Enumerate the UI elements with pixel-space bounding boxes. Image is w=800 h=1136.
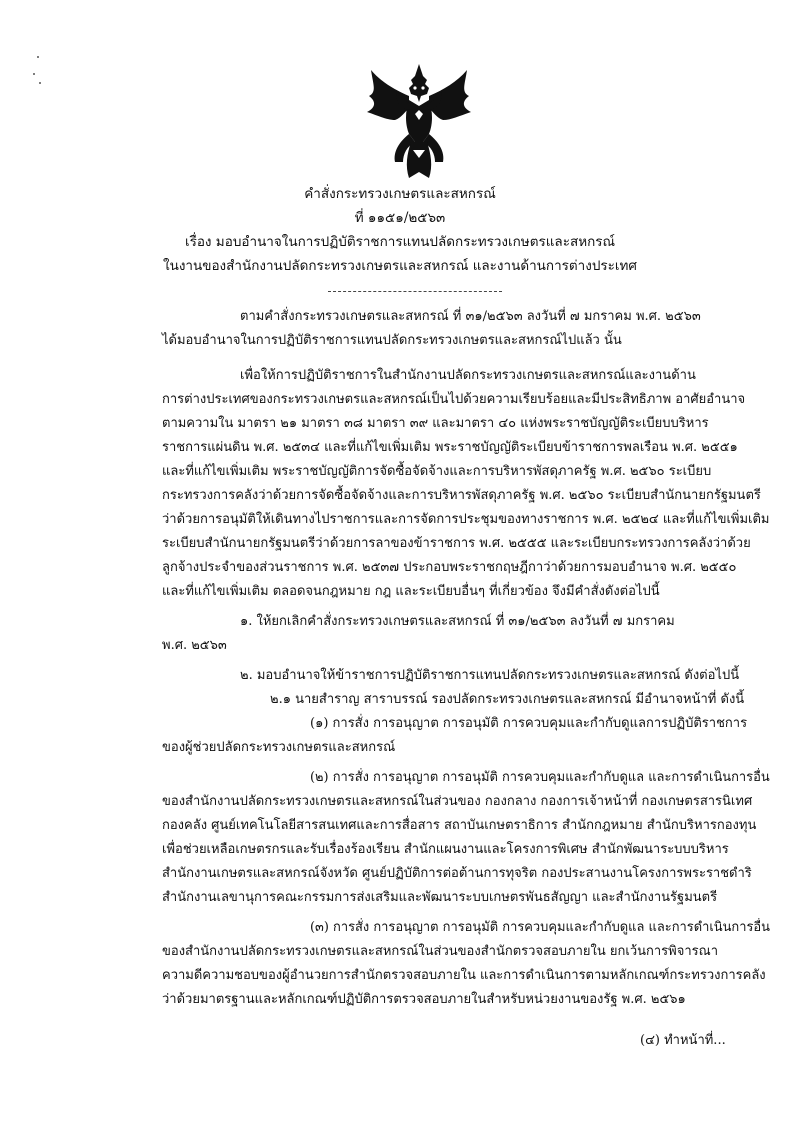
sub-clause: (๓) การสั่ง การอนุญาต การอนุมัติ การควบคุมและกำกับดูแล และการดำเนินการอื่น xyxy=(310,920,771,935)
sub-clause: (๑) การสั่ง การอนุญาต การอนุมัติ การควบคุมและกำกับดูแลการปฏิบัติราชการ xyxy=(310,716,748,731)
paragraph-line: ว่าด้วยการอนุมัติให้เดินทางไปราชการและการจัดการประชุมของทางราชการ พ.ศ. ๒๕๒๔ และที่แก้ไขเพิ่มเติม xyxy=(162,512,770,527)
clause-item: ๒. มอบอำนาจให้ข้าราชการปฏิบัติราชการแทนปลัดกระทรวงเกษตรและสหกรณ์ ดังต่อไปนี้ xyxy=(240,668,740,683)
sub-clause: (๒) การสั่ง การอนุญาต การอนุมัติ การควบคุมและกำกับดูแล และการดำเนินการอื่น xyxy=(310,770,770,785)
order-number: ที่ ๑๑๕๑/๒๕๖๓ xyxy=(354,210,446,226)
garuda-emblem xyxy=(365,62,473,180)
sub-clause: ของผู้ช่วยปลัดกระทรวงเกษตรและสหกรณ์ xyxy=(162,740,396,755)
sub-clause: ความดีความชอบของผู้อำนวยการสำนักตรวจสอบภายใน และการดำเนินการตามหลักเกณฑ์กระทรวงการคลัง xyxy=(162,968,766,983)
page-continuation: (๔) ทำหน้าที่... xyxy=(640,1033,726,1048)
sub-clause: ของสำนักงานปลัดกระทรวงเกษตรและสหกรณ์ในส่วนของสำนักตรวจสอบภายใน ยกเว้นการพิจารณา xyxy=(162,944,718,959)
subject-line: ในงานของสำนักงานปลัดกระทรวงเกษตรและสหกรณ์ และงานด้านการต่างประเทศ xyxy=(163,258,637,274)
paragraph-line: การต่างประเทศของกระทรวงเกษตรและสหกรณ์เป็นไปด้วยความเรียบร้อยและมีประสิทธิภาพ อาศัยอำนาจ xyxy=(162,392,746,407)
paragraph-line: ได้มอบอำนาจในการปฏิบัติราชการแทนปลัดกระทรวงเกษตรและสหกรณ์ไปแล้ว นั้น xyxy=(162,333,622,348)
sub-clause: เพื่อช่วยเหลือเกษตรกรและรับเรื่องร้องเรียน สำนักแผนงานและโครงการพิเศษ สำนักพัฒนาระบบบริหาร xyxy=(162,842,729,857)
scan-speck xyxy=(37,56,39,58)
paragraph-line: และที่แก้ไขเพิ่มเติม พระราชบัญญัติการจัดซื้อจัดจ้างและการบริหารพัสดุภาครัฐ พ.ศ. ๒๕๖๐ ระเบียบ xyxy=(162,464,712,479)
paragraph-line: เพื่อให้การปฏิบัติราชการในสำนักงานปลัดกระทรวงเกษตรและสหกรณ์และงานด้าน xyxy=(240,368,696,383)
sub-clause: สำนักงานเลขานุการคณะกรรมการส่งเสริมและพัฒนาระบบเกษตรพันธสัญญา และสำนักงานรัฐมนตรี xyxy=(162,890,718,905)
paragraph-line: ตามความใน มาตรา ๒๑ มาตรา ๓๘ มาตรา ๓๙ และมาตรา ๔๐ แห่งพระราชบัญญัติระเบียบบริหาร xyxy=(162,416,709,431)
scan-speck xyxy=(39,82,41,84)
scan-speck xyxy=(33,73,35,75)
header-divider xyxy=(328,291,502,292)
paragraph-line: และที่แก้ไขเพิ่มเติม ตลอดจนกฎหมาย กฎ และระเบียบอื่นๆ ที่เกี่ยวข้อง จึงมีคำสั่งดังต่อไปนี้ xyxy=(162,584,660,599)
paragraph-line: ตามคำสั่งกระทรวงเกษตรและสหกรณ์ ที่ ๓๑/๒๕๖๓ ลงวันที่ ๗ มกราคม พ.ศ. ๒๕๖๓ xyxy=(240,309,701,324)
sub-clause: ของสำนักงานปลัดกระทรวงเกษตรและสหกรณ์ในส่วนของ กองกลาง กองการเจ้าหน้าที่ กองเกษตรสารนิเทศ xyxy=(162,794,753,809)
subject-line: เรื่อง มอบอำนาจในการปฏิบัติราชการแทนปลัดกระทรวงเกษตรและสหกรณ์ xyxy=(184,234,616,250)
paragraph-line: ราชการแผ่นดิน พ.ศ. ๒๕๓๔ และที่แก้ไขเพิ่มเติม พระราชบัญญัติระเบียบข้าราชการพลเรือน พ.ศ. ๒๕๕๑ xyxy=(162,440,738,455)
sub-clause: ๒.๑ นายสำราญ สาราบรรณ์ รองปลัดกระทรวงเกษตรและสหกรณ์ มีอำนาจหน้าที่ ดังนี้ xyxy=(270,692,745,707)
paragraph-line: ลูกจ้างประจำของส่วนราชการ พ.ศ. ๒๕๓๗ ประกอบพระราชกฤษฎีกาว่าด้วยการมอบอำนาจ พ.ศ. ๒๕๕๐ xyxy=(162,560,737,575)
order-title: คำสั่งกระทรวงเกษตรและสหกรณ์ xyxy=(304,186,496,202)
paragraph-line: ระเบียบสำนักนายกรัฐมนตรีว่าด้วยการลาของข้าราชการ พ.ศ. ๒๕๕๕ และระเบียบกระทรวงการคลังว่าด้วย xyxy=(162,536,751,551)
sub-clause: กองคลัง ศูนย์เทคโนโลยีสารสนเทศและการสื่อสาร สถาบันเกษตราธิการ สำนักกฎหมาย สำนักบริหารกองทุน xyxy=(162,818,757,833)
paragraph-line: กระทรวงการคลังว่าด้วยการจัดซื้อจัดจ้างและการบริหารพัสดุภาครัฐ พ.ศ. ๒๕๖๐ ระเบียบสำนักนายกรัฐมนตรี xyxy=(162,488,761,503)
sub-clause: สำนักงานเกษตรและสหกรณ์จังหวัด ศูนย์ปฏิบัติการต่อต้านการทุจริต กองประสานงานโครงการพระราชดำริ xyxy=(162,866,752,881)
sub-clause: ว่าด้วยมาตรฐานและหลักเกณฑ์ปฏิบัติการตรวจสอบภายในสำหรับหน่วยงานของรัฐ พ.ศ. ๒๕๖๑ xyxy=(162,992,686,1007)
clause-item: ๑. ให้ยกเลิกคำสั่งกระทรวงเกษตรและสหกรณ์ ที่ ๓๑/๒๕๖๓ ลงวันที่ ๗ มกราคม xyxy=(240,614,675,629)
clause-item: พ.ศ. ๒๕๖๓ xyxy=(162,638,227,653)
